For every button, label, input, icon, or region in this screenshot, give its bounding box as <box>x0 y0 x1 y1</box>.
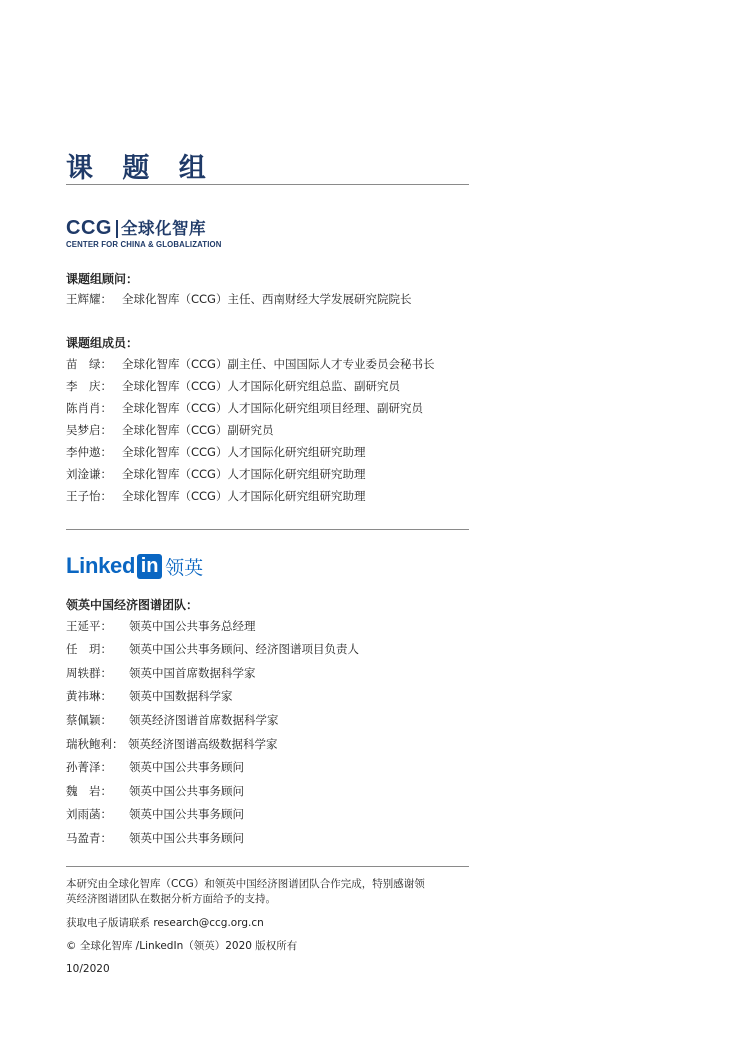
linkedin-team-heading: 领英中国经济图谱团队： <box>66 598 199 612</box>
team-role: 领英中国公共事务总经理 <box>129 619 256 633</box>
member-role: 全球化智库（CCG）人才国际化研究组研究助理 <box>122 489 366 503</box>
linkedin-logo-chinese: 领英 <box>165 556 204 579</box>
team-role: 领英中国公共事务顾问 <box>129 807 244 821</box>
advisor-heading: 课题组顾问： <box>66 272 139 286</box>
member-name: 陈肖肖： <box>66 401 112 415</box>
team-row <box>66 618 256 634</box>
date-line: 10/2020 <box>66 963 110 975</box>
member-name: 苗 绿： <box>66 357 112 371</box>
ccg-logo-english: CENTER FOR CHINA & GLOBALIZATION <box>66 240 222 249</box>
team-name: 周轶群： <box>66 666 112 680</box>
advisor-role: 全球化智库（CCG）主任、西南财经大学发展研究院院长 <box>122 292 412 306</box>
contact-line: 获取电子版请联系 research@ccg.org.cn <box>66 917 264 929</box>
team-row <box>66 665 256 681</box>
team-role: 领英经济图谱首席数据科学家 <box>129 713 279 727</box>
title-divider <box>66 184 469 185</box>
team-name: 黄祎琳： <box>66 689 112 703</box>
member-name: 刘淦谦： <box>66 467 112 481</box>
advisor-row <box>66 291 412 307</box>
team-role: 领英中国首席数据科学家 <box>129 666 256 680</box>
ccg-logo-mark: CCG <box>66 217 112 239</box>
ccg-logo-separator <box>116 220 118 238</box>
team-name: 王延平： <box>66 619 112 633</box>
team-row <box>66 688 233 704</box>
member-row <box>66 400 423 416</box>
member-row <box>66 356 435 372</box>
member-role: 全球化智库（CCG）副研究员 <box>122 423 274 437</box>
footer-divider <box>66 866 469 867</box>
member-name: 李仲遨： <box>66 445 112 459</box>
team-name: 魏 岩： <box>66 784 112 798</box>
team-role: 领英中国公共事务顾问、经济图谱项目负责人 <box>129 642 359 656</box>
linkedin-logo-word: Linked <box>66 553 136 578</box>
member-name: 李 庆： <box>66 379 112 393</box>
team-role: 领英中国公共事务顾问 <box>129 784 244 798</box>
ccg-logo <box>66 218 236 250</box>
team-name: 蔡佩颖： <box>66 713 112 727</box>
member-row <box>66 378 400 394</box>
member-row <box>66 422 274 438</box>
team-name: 刘雨菡： <box>66 807 112 821</box>
team-row <box>66 736 278 752</box>
team-name: 任 玥： <box>66 642 112 656</box>
team-role: 领英中国数据科学家 <box>129 689 233 703</box>
team-role: 领英中国公共事务顾问 <box>129 760 244 774</box>
linkedin-in-icon: in <box>137 554 162 579</box>
team-row <box>66 783 244 799</box>
team-row <box>66 712 279 728</box>
page-title: 课 题 组 <box>66 153 216 184</box>
member-role: 全球化智库（CCG）人才国际化研究组项目经理、副研究员 <box>122 401 423 415</box>
team-role: 领英中国公共事务顾问 <box>129 831 244 845</box>
member-row <box>66 466 366 482</box>
member-name: 王子怡： <box>66 489 112 503</box>
team-row <box>66 830 244 846</box>
team-name: 瑞秋鲍利： <box>66 737 124 751</box>
member-role: 全球化智库（CCG）副主任、中国国际人才专业委员会秘书长 <box>122 357 435 371</box>
acknowledgement-line-1: 本研究由全球化智库（CCG）和领英中国经济图谱团队合作完成，特别感谢领 <box>66 878 425 890</box>
advisor-name: 王辉耀： <box>66 292 112 306</box>
copyright-line: © 全球化智库 /LinkedIn（领英）2020 版权所有 <box>66 940 298 952</box>
member-role: 全球化智库（CCG）人才国际化研究组总监、副研究员 <box>122 379 400 393</box>
linkedin-logo <box>66 552 203 580</box>
team-row <box>66 806 244 822</box>
ccg-logo-chinese: 全球化智库 <box>120 219 206 238</box>
member-role: 全球化智库（CCG）人才国际化研究组研究助理 <box>122 445 366 459</box>
member-row <box>66 488 366 504</box>
team-row <box>66 759 244 775</box>
team-name: 孙菁泽： <box>66 760 112 774</box>
team-row <box>66 641 359 657</box>
team-role: 领英经济图谱高级数据科学家 <box>128 737 278 751</box>
acknowledgement-line-2: 英经济图谱团队在数据分析方面给予的支持。 <box>66 893 276 905</box>
member-row <box>66 444 366 460</box>
members-heading: 课题组成员： <box>66 336 139 350</box>
member-name: 吴梦启： <box>66 423 112 437</box>
section-divider <box>66 529 469 530</box>
member-role: 全球化智库（CCG）人才国际化研究组研究助理 <box>122 467 366 481</box>
team-name: 马盈青： <box>66 831 112 845</box>
